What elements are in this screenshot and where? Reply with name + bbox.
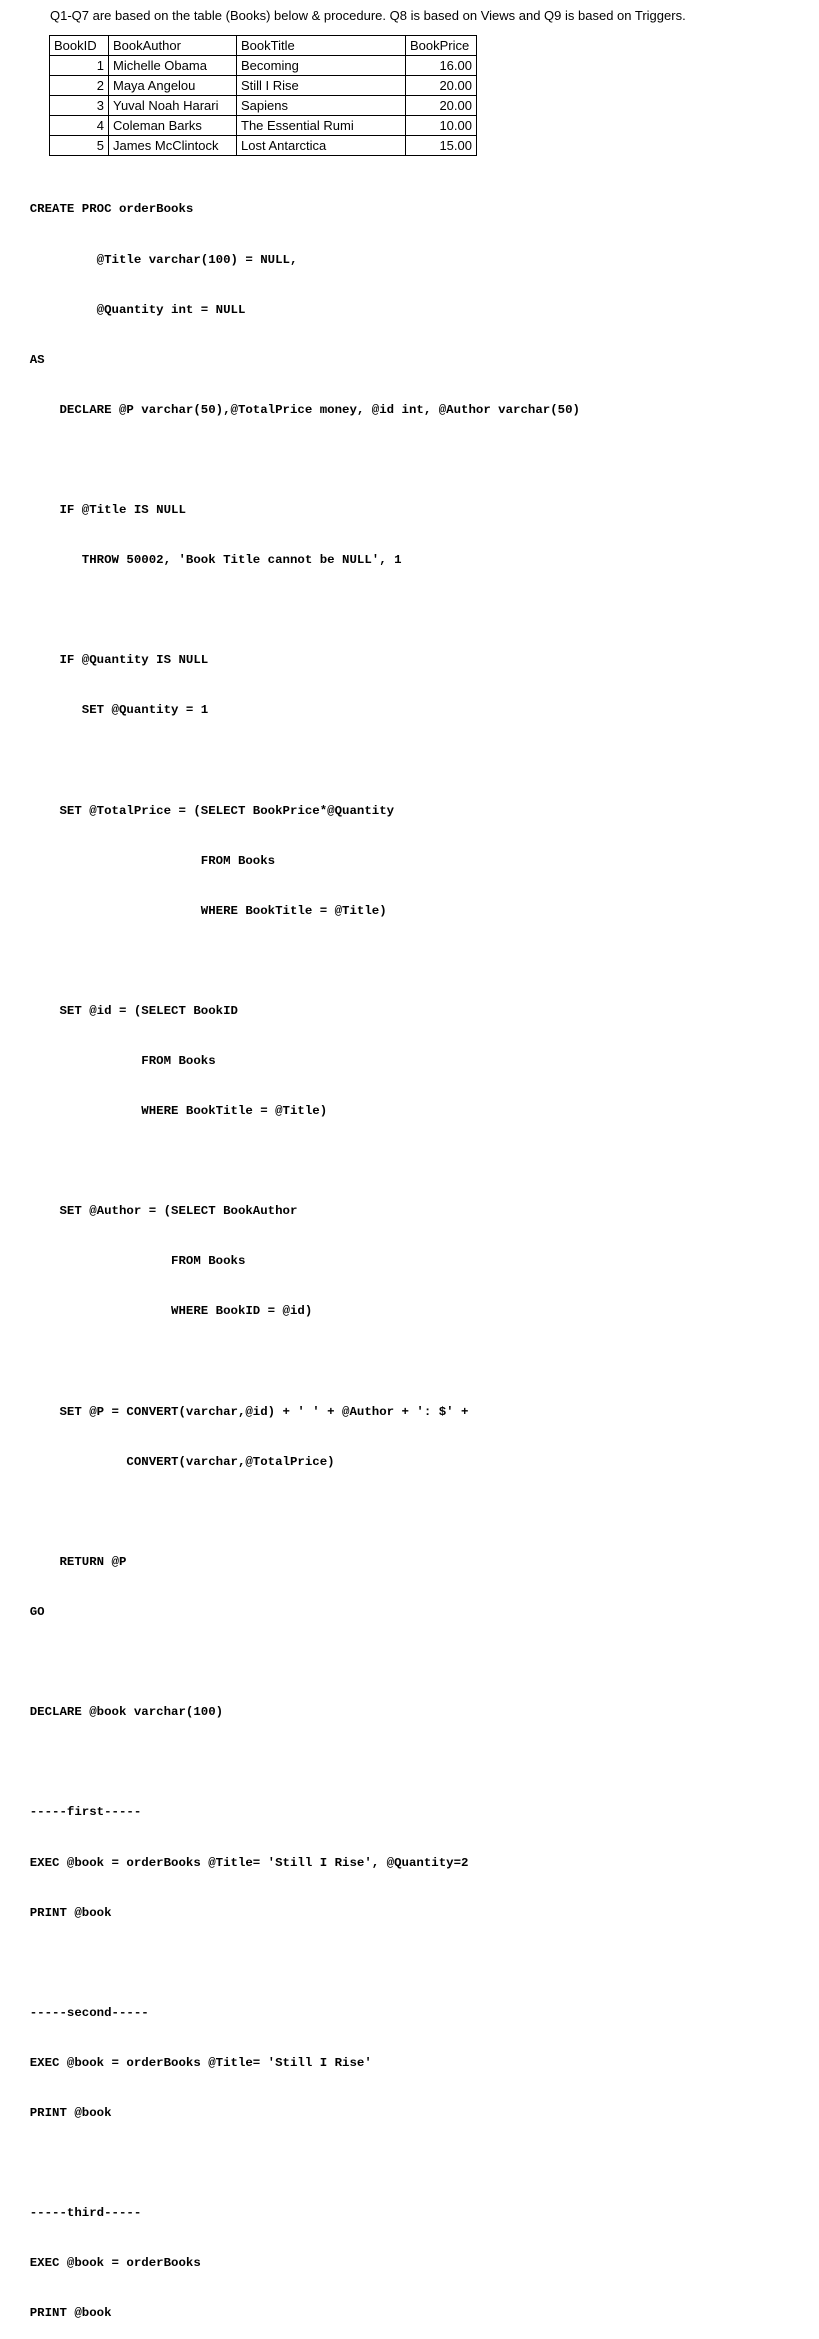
code-line bbox=[0, 602, 580, 619]
code-line: DECLARE @P varchar(50),@TotalPrice money, @id int, @Author varchar(50) bbox=[0, 402, 580, 417]
code-line: CONVERT(varchar,@TotalPrice) bbox=[0, 1454, 335, 1469]
code-line: RETURN @P bbox=[0, 1554, 127, 1569]
cell-bookauthor: Yuval Noah Harari bbox=[109, 96, 237, 116]
code-line: EXEC @book = orderBooks @Title= 'Still I Rise', @Quantity=2 bbox=[0, 1855, 469, 1870]
code-line: PRINT @book bbox=[0, 2105, 112, 2120]
header-bookprice: BookPrice bbox=[406, 36, 477, 56]
code-line bbox=[0, 1153, 580, 1170]
code-line bbox=[0, 1354, 580, 1371]
sql-code-block bbox=[0, 168, 580, 2339]
code-line: PRINT @book bbox=[0, 1905, 112, 1920]
code-line: SET @id = (SELECT BookID bbox=[0, 1003, 238, 1018]
code-line bbox=[0, 1654, 580, 1671]
code-line: CREATE PROC orderBooks bbox=[0, 202, 194, 217]
code-line: WHERE BookTitle = @Title) bbox=[0, 1104, 328, 1119]
code-line: DECLARE @book varchar(100) bbox=[0, 1705, 224, 1720]
code-line: @Quantity int = NULL bbox=[0, 302, 246, 317]
cell-bookid: 3 bbox=[50, 96, 109, 116]
cell-bookid: 1 bbox=[50, 56, 109, 76]
cell-booktitle: The Essential Rumi bbox=[237, 116, 406, 136]
table-row bbox=[50, 96, 477, 116]
code-line: IF @Title IS NULL bbox=[0, 502, 186, 517]
code-line: IF @Quantity IS NULL bbox=[0, 653, 209, 668]
table-header-row bbox=[50, 36, 477, 56]
code-line bbox=[0, 2155, 580, 2172]
table-row bbox=[50, 116, 477, 136]
cell-bookprice: 10.00 bbox=[406, 116, 477, 136]
code-line: EXEC @book = orderBooks @Title= 'Still I Rise' bbox=[0, 2055, 372, 2070]
code-line: FROM Books bbox=[0, 853, 276, 868]
code-line: -----first----- bbox=[0, 1805, 142, 1820]
code-line: WHERE BookTitle = @Title) bbox=[0, 903, 387, 918]
cell-bookid: 4 bbox=[50, 116, 109, 136]
cell-booktitle: Still I Rise bbox=[237, 76, 406, 96]
cell-bookprice: 20.00 bbox=[406, 76, 477, 96]
cell-bookprice: 15.00 bbox=[406, 136, 477, 156]
cell-bookid: 2 bbox=[50, 76, 109, 96]
code-line: WHERE BookID = @id) bbox=[0, 1304, 313, 1319]
table-row bbox=[50, 56, 477, 76]
code-line: -----third----- bbox=[0, 2206, 142, 2221]
cell-booktitle: Becoming bbox=[237, 56, 406, 76]
code-line: PRINT @book bbox=[0, 2306, 112, 2321]
table-row bbox=[50, 136, 477, 156]
code-line: THROW 50002, 'Book Title cannot be NULL', 1 bbox=[0, 553, 402, 568]
cell-bookauthor: James McClintock bbox=[109, 136, 237, 156]
cell-booktitle: Sapiens bbox=[237, 96, 406, 116]
books-table bbox=[49, 35, 477, 156]
header-booktitle: BookTitle bbox=[237, 36, 406, 56]
cell-bookprice: 20.00 bbox=[406, 96, 477, 116]
code-line: FROM Books bbox=[0, 1054, 216, 1068]
code-line bbox=[0, 752, 580, 769]
code-line: SET @Author = (SELECT BookAuthor bbox=[0, 1204, 298, 1219]
code-line: FROM Books bbox=[0, 1254, 246, 1269]
code-line bbox=[0, 1504, 580, 1521]
code-line: EXEC @book = orderBooks bbox=[0, 2256, 201, 2271]
code-line bbox=[0, 1955, 580, 1972]
cell-bookprice: 16.00 bbox=[406, 56, 477, 76]
cell-bookid: 5 bbox=[50, 136, 109, 156]
cell-bookauthor: Coleman Barks bbox=[109, 116, 237, 136]
code-line bbox=[0, 953, 580, 970]
intro-text: Q1-Q7 are based on the table (Books) below & procedure. Q8 is based on Views and Q9 is based on Triggers. bbox=[50, 8, 686, 23]
cell-booktitle: Lost Antarctica bbox=[237, 136, 406, 156]
header-bookauthor: BookAuthor bbox=[109, 36, 237, 56]
code-line bbox=[0, 452, 580, 469]
cell-bookauthor: Michelle Obama bbox=[109, 56, 237, 76]
code-line bbox=[0, 1754, 580, 1771]
code-line: -----second----- bbox=[0, 2005, 149, 2020]
code-line: SET @TotalPrice = (SELECT BookPrice*@Quantity bbox=[0, 803, 395, 818]
code-line: AS bbox=[0, 352, 45, 367]
code-line: GO bbox=[0, 1605, 45, 1620]
code-line: SET @P = CONVERT(varchar,@id) + ' ' + @Author + ': $' + bbox=[0, 1404, 469, 1419]
header-bookid: BookID bbox=[50, 36, 109, 56]
table-row bbox=[50, 76, 477, 96]
cell-bookauthor: Maya Angelou bbox=[109, 76, 237, 96]
code-line: SET @Quantity = 1 bbox=[0, 703, 209, 718]
code-line: @Title varchar(100) = NULL, bbox=[0, 252, 298, 267]
